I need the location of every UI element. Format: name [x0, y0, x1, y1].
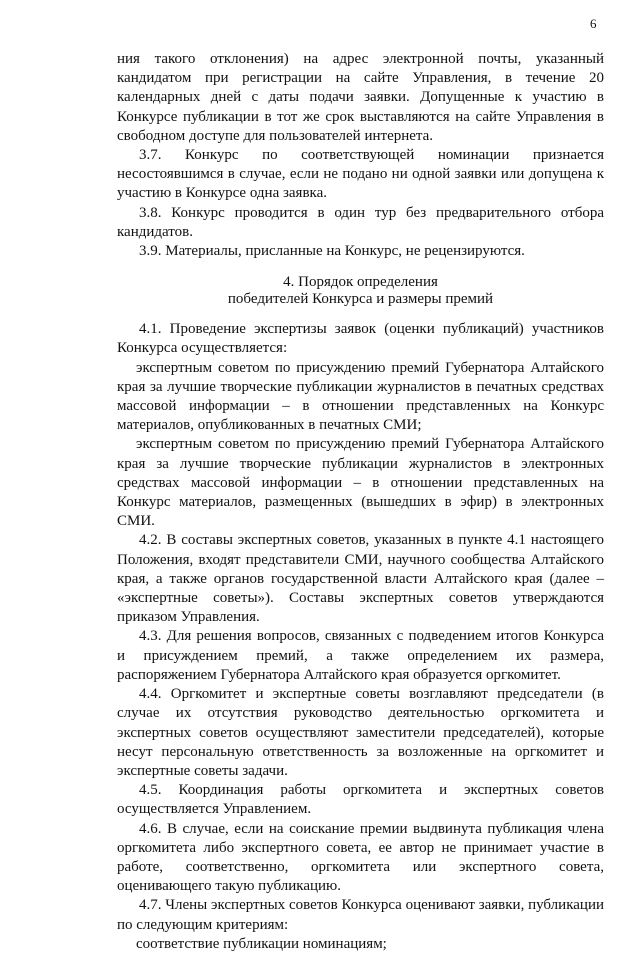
paragraph-4-7: 4.7. Члены экспертных советов Конкурса оценивают заявки, публикации по следующим критериям:	[117, 897, 604, 933]
paragraph-electronic-council: экспертным советом по присуждению премий Губернатора Алтайского края за лучшие творческие публикации журналистов в электронных средствах массовой информации – в отношении представленных на Конкурс материалов, размещенных (вышедших в эфир) в электронных СМИ.	[117, 436, 604, 530]
paragraph-3-7: 3.7. Конкурс по соответствующей номинации признается несостоявшимся в случае, если не подано ни одной заявки или допущена к участию в Конкурсе одна заявка.	[117, 147, 604, 202]
paragraph-4-4: 4.4. Оргкомитет и экспертные советы возглавляют председатели (в случае их отсутствия руководство деятельностью оргкомитета и экспертных советов осуществляют заместители председателей), которые несут персональную ответственность за возложенные на оргкомитет и экспертные советы задачи.	[117, 686, 604, 779]
paragraph-criterion-1: соответствие публикации номинациям;	[136, 935, 387, 952]
paragraph-3-8: 3.8. Конкурс проводится в один тур без предварительного отбора кандидатов.	[117, 204, 604, 240]
paragraph-3-9: 3.9. Материалы, присланные на Конкурс, не рецензируются.	[139, 243, 525, 260]
section-heading	[117, 274, 604, 308]
paragraph-4-2: 4.2. В составы экспертных советов, указанных в пункте 4.1 настоящего Положения, входят представители СМИ, научного сообщества Алтайского края, а также органов государственной власти Алтайского края (далее – «экспертные советы»). Составы экспертных советов утверждаются приказом Управления.	[117, 532, 604, 626]
section-heading-line1: 4. Порядок определения	[283, 274, 438, 291]
paragraph-4-6: 4.6. В случае, если на соискание премии выдвинута публикация члена оргкомитета либо экспертного совета, ее автор не принимает участие в работе, соответственно, оргкомитета или экспертного совета, оценивающего такую публикацию.	[117, 820, 604, 895]
section-heading-line2: победителей Конкурса и размеры премий	[227, 291, 494, 308]
paragraph-4-3: 4.3. Для решения вопросов, связанных с подведением итогов Конкурса и присуждением премий, а также определением их размера, распоряжением Губернатора Алтайского края образуется оргкомитет.	[117, 628, 604, 683]
paragraph-4-1: 4.1. Проведение экспертизы заявок (оценки публикаций) участников Конкурса осуществляется:	[117, 321, 604, 357]
paragraph-print-council: экспертным советом по присуждению премий Губернатора Алтайского края за лучшие творческие публикации журналистов в печатных средствах массовой информации – в отношении представленных на Конкурс материалов, опубликованных в печатных СМИ;	[117, 359, 604, 434]
paragraph-4-5: 4.5. Координация работы оргкомитета и экспертных советов осуществляется Управлением.	[117, 782, 604, 818]
page-number: 6	[590, 16, 597, 31]
paragraph-continuation: ния такого отклонения) на адрес электронной почты, указанный кандидатом при регистрации на сайте Управления, в течение 20 календарных дней с даты подачи заявки. Допущенные к участию в Конкурсе публикации в тот же срок выставляются на сайте Управления в свободном доступе для пользователей интернета.	[117, 51, 604, 144]
document-body	[117, 50, 604, 954]
